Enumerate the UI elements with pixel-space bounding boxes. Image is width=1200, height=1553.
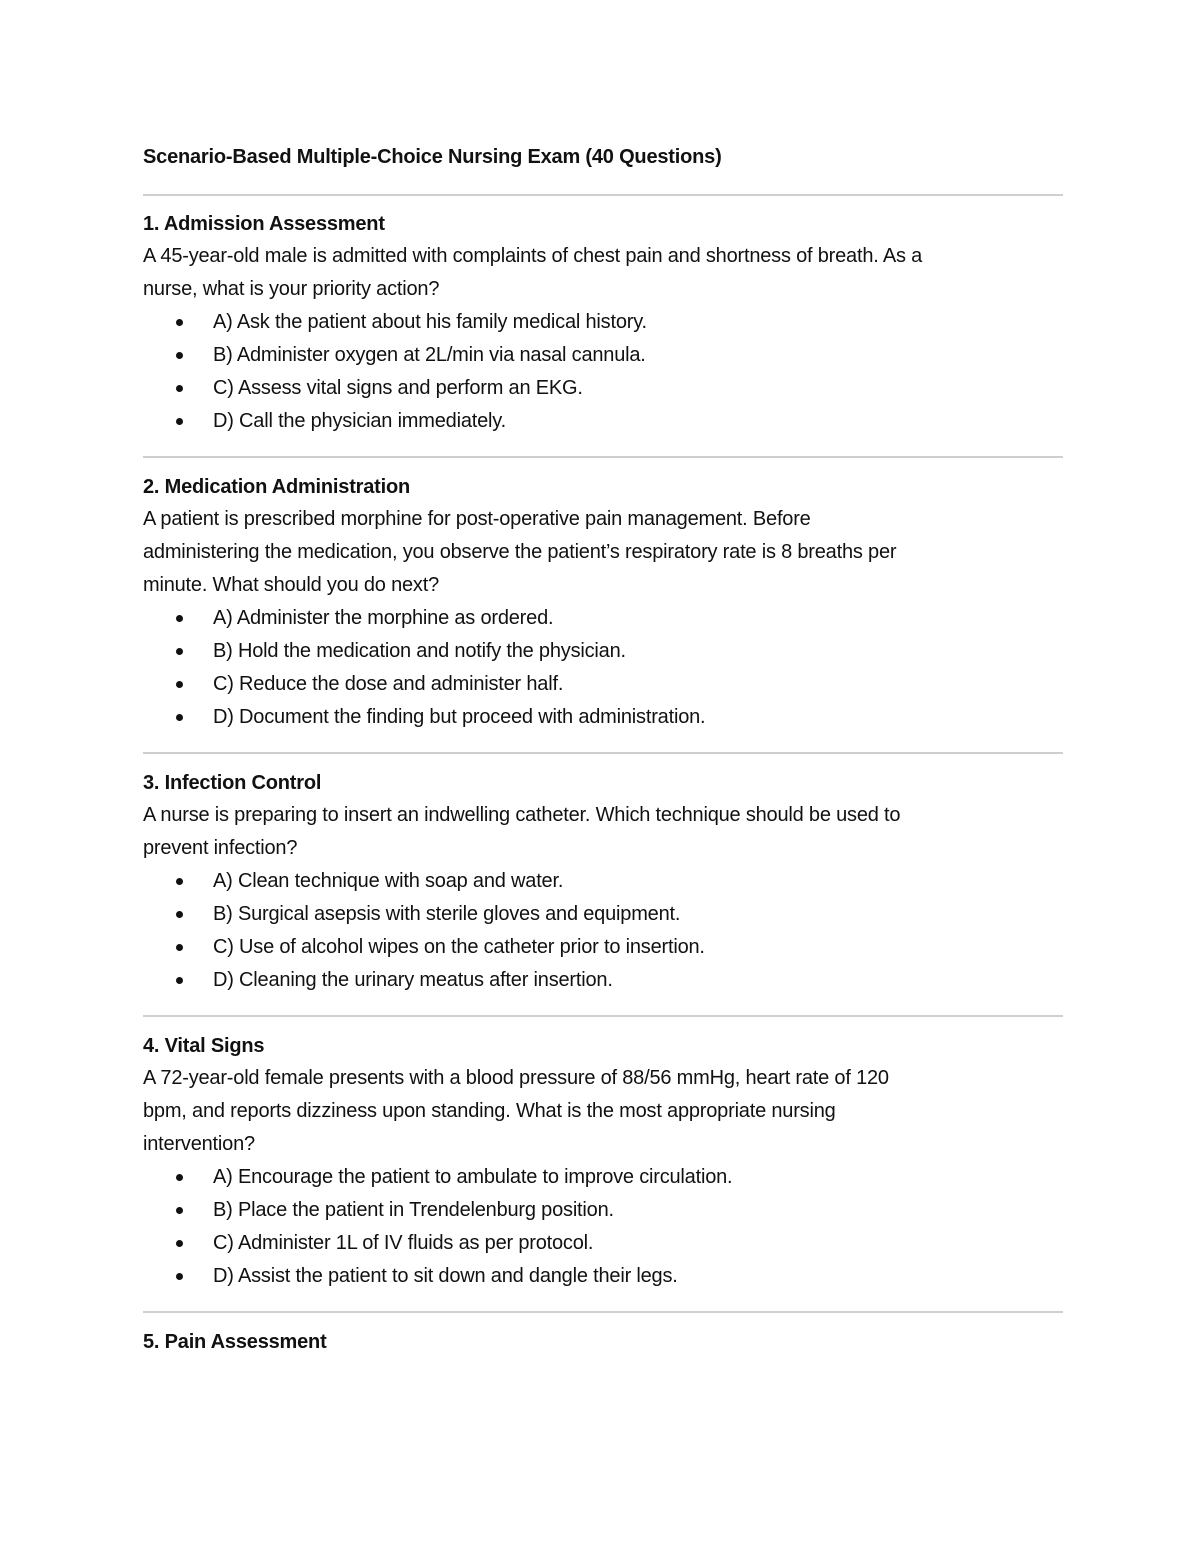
question-heading: 3. Infection Control [143, 772, 322, 794]
option-text: D) Cleaning the urinary meatus after insertion. [213, 969, 613, 991]
answer-option-a [143, 1161, 1063, 1194]
option-text: B) Place the patient in Trendelenburg position. [213, 1199, 614, 1221]
bullet-icon [176, 648, 183, 655]
option-text: C) Use of alcohol wipes on the catheter prior to insertion. [213, 936, 705, 958]
answer-option-c [143, 1227, 1063, 1260]
answer-option-a [143, 865, 1063, 898]
option-text: D) Call the physician immediately. [213, 410, 506, 432]
option-text: B) Surgical asepsis with sterile gloves and equipment. [213, 903, 681, 925]
option-text: A) Ask the patient about his family medical history. [213, 311, 647, 333]
answer-option-a [143, 306, 1063, 339]
question-stem-line: A 72-year-old female presents with a blood pressure of 88/56 mmHg, heart rate of 120 [143, 1067, 889, 1089]
question-stem-line: A 45-year-old male is admitted with complaints of chest pain and shortness of breath. As a [143, 245, 923, 267]
question-1 [143, 208, 1063, 438]
question-heading: 2. Medication Administration [143, 476, 411, 498]
bullet-icon [176, 878, 183, 885]
question-heading: 4. Vital Signs [143, 1035, 265, 1057]
option-text: C) Reduce the dose and administer half. [213, 673, 564, 695]
answer-options [143, 865, 1063, 997]
answer-option-b [143, 1194, 1063, 1227]
bullet-icon [176, 319, 183, 326]
answer-option-d [143, 405, 1063, 438]
bullet-icon [176, 977, 183, 984]
question-stem-line: A nurse is preparing to insert an indwelling catheter. Which technique should be used to [143, 804, 901, 826]
question-stem-line: A patient is prescribed morphine for post-operative pain management. Before [143, 508, 811, 530]
bullet-icon [176, 911, 183, 918]
bullet-icon [176, 615, 183, 622]
bullet-icon [176, 1273, 183, 1280]
bullet-icon [176, 1240, 183, 1247]
section-divider [143, 456, 1063, 458]
section-divider [143, 1311, 1063, 1313]
option-text: D) Document the finding but proceed with administration. [213, 706, 706, 728]
question-stem [143, 503, 1063, 602]
question-stem-line: nurse, what is your priority action? [143, 278, 440, 300]
answer-option-c [143, 668, 1063, 701]
answer-option-d [143, 964, 1063, 997]
option-text: A) Encourage the patient to ambulate to improve circulation. [213, 1166, 733, 1188]
option-text: C) Assess vital signs and perform an EKG. [213, 377, 583, 399]
answer-option-d [143, 701, 1063, 734]
option-text: A) Clean technique with soap and water. [213, 870, 564, 892]
question-heading: 5. Pain Assessment [143, 1331, 327, 1353]
answer-options [143, 602, 1063, 734]
option-text: D) Assist the patient to sit down and dangle their legs. [213, 1265, 678, 1287]
option-text: B) Hold the medication and notify the physician. [213, 640, 626, 662]
question-stem-line: bpm, and reports dizziness upon standing. What is the most appropriate nursing [143, 1100, 836, 1122]
answer-option-d [143, 1260, 1063, 1293]
bullet-icon [176, 1207, 183, 1214]
answer-option-c [143, 931, 1063, 964]
answer-option-c [143, 372, 1063, 405]
answer-options [143, 1161, 1063, 1293]
question-4 [143, 1030, 1063, 1293]
bullet-icon [176, 944, 183, 951]
document-title: Scenario-Based Multiple-Choice Nursing Exam (40 Questions) [143, 146, 722, 168]
option-text: B) Administer oxygen at 2L/min via nasal cannula. [213, 344, 646, 366]
question-stem-line: intervention? [143, 1133, 255, 1155]
bullet-icon [176, 681, 183, 688]
question-heading: 1. Admission Assessment [143, 213, 385, 235]
question-2 [143, 471, 1063, 734]
question-stem [143, 799, 1063, 865]
option-text: A) Administer the morphine as ordered. [213, 607, 554, 629]
section-divider [143, 752, 1063, 754]
bullet-icon [176, 352, 183, 359]
exam-page [143, 141, 1063, 1358]
section-divider [143, 1015, 1063, 1017]
answer-options [143, 306, 1063, 438]
answer-option-a [143, 602, 1063, 635]
question-5 [143, 1326, 1063, 1358]
question-3 [143, 767, 1063, 997]
bullet-icon [176, 1174, 183, 1181]
answer-option-b [143, 339, 1063, 372]
question-stem [143, 1062, 1063, 1161]
answer-option-b [143, 635, 1063, 668]
bullet-icon [176, 385, 183, 392]
question-stem [143, 240, 1063, 306]
bullet-icon [176, 714, 183, 721]
option-text: C) Administer 1L of IV fluids as per protocol. [213, 1232, 594, 1254]
question-stem-line: minute. What should you do next? [143, 574, 440, 596]
question-stem-line: prevent infection? [143, 837, 298, 859]
answer-option-b [143, 898, 1063, 931]
question-stem-line: administering the medication, you observe the patient’s respiratory rate is 8 breaths per [143, 541, 897, 563]
section-divider [143, 194, 1063, 196]
bullet-icon [176, 418, 183, 425]
